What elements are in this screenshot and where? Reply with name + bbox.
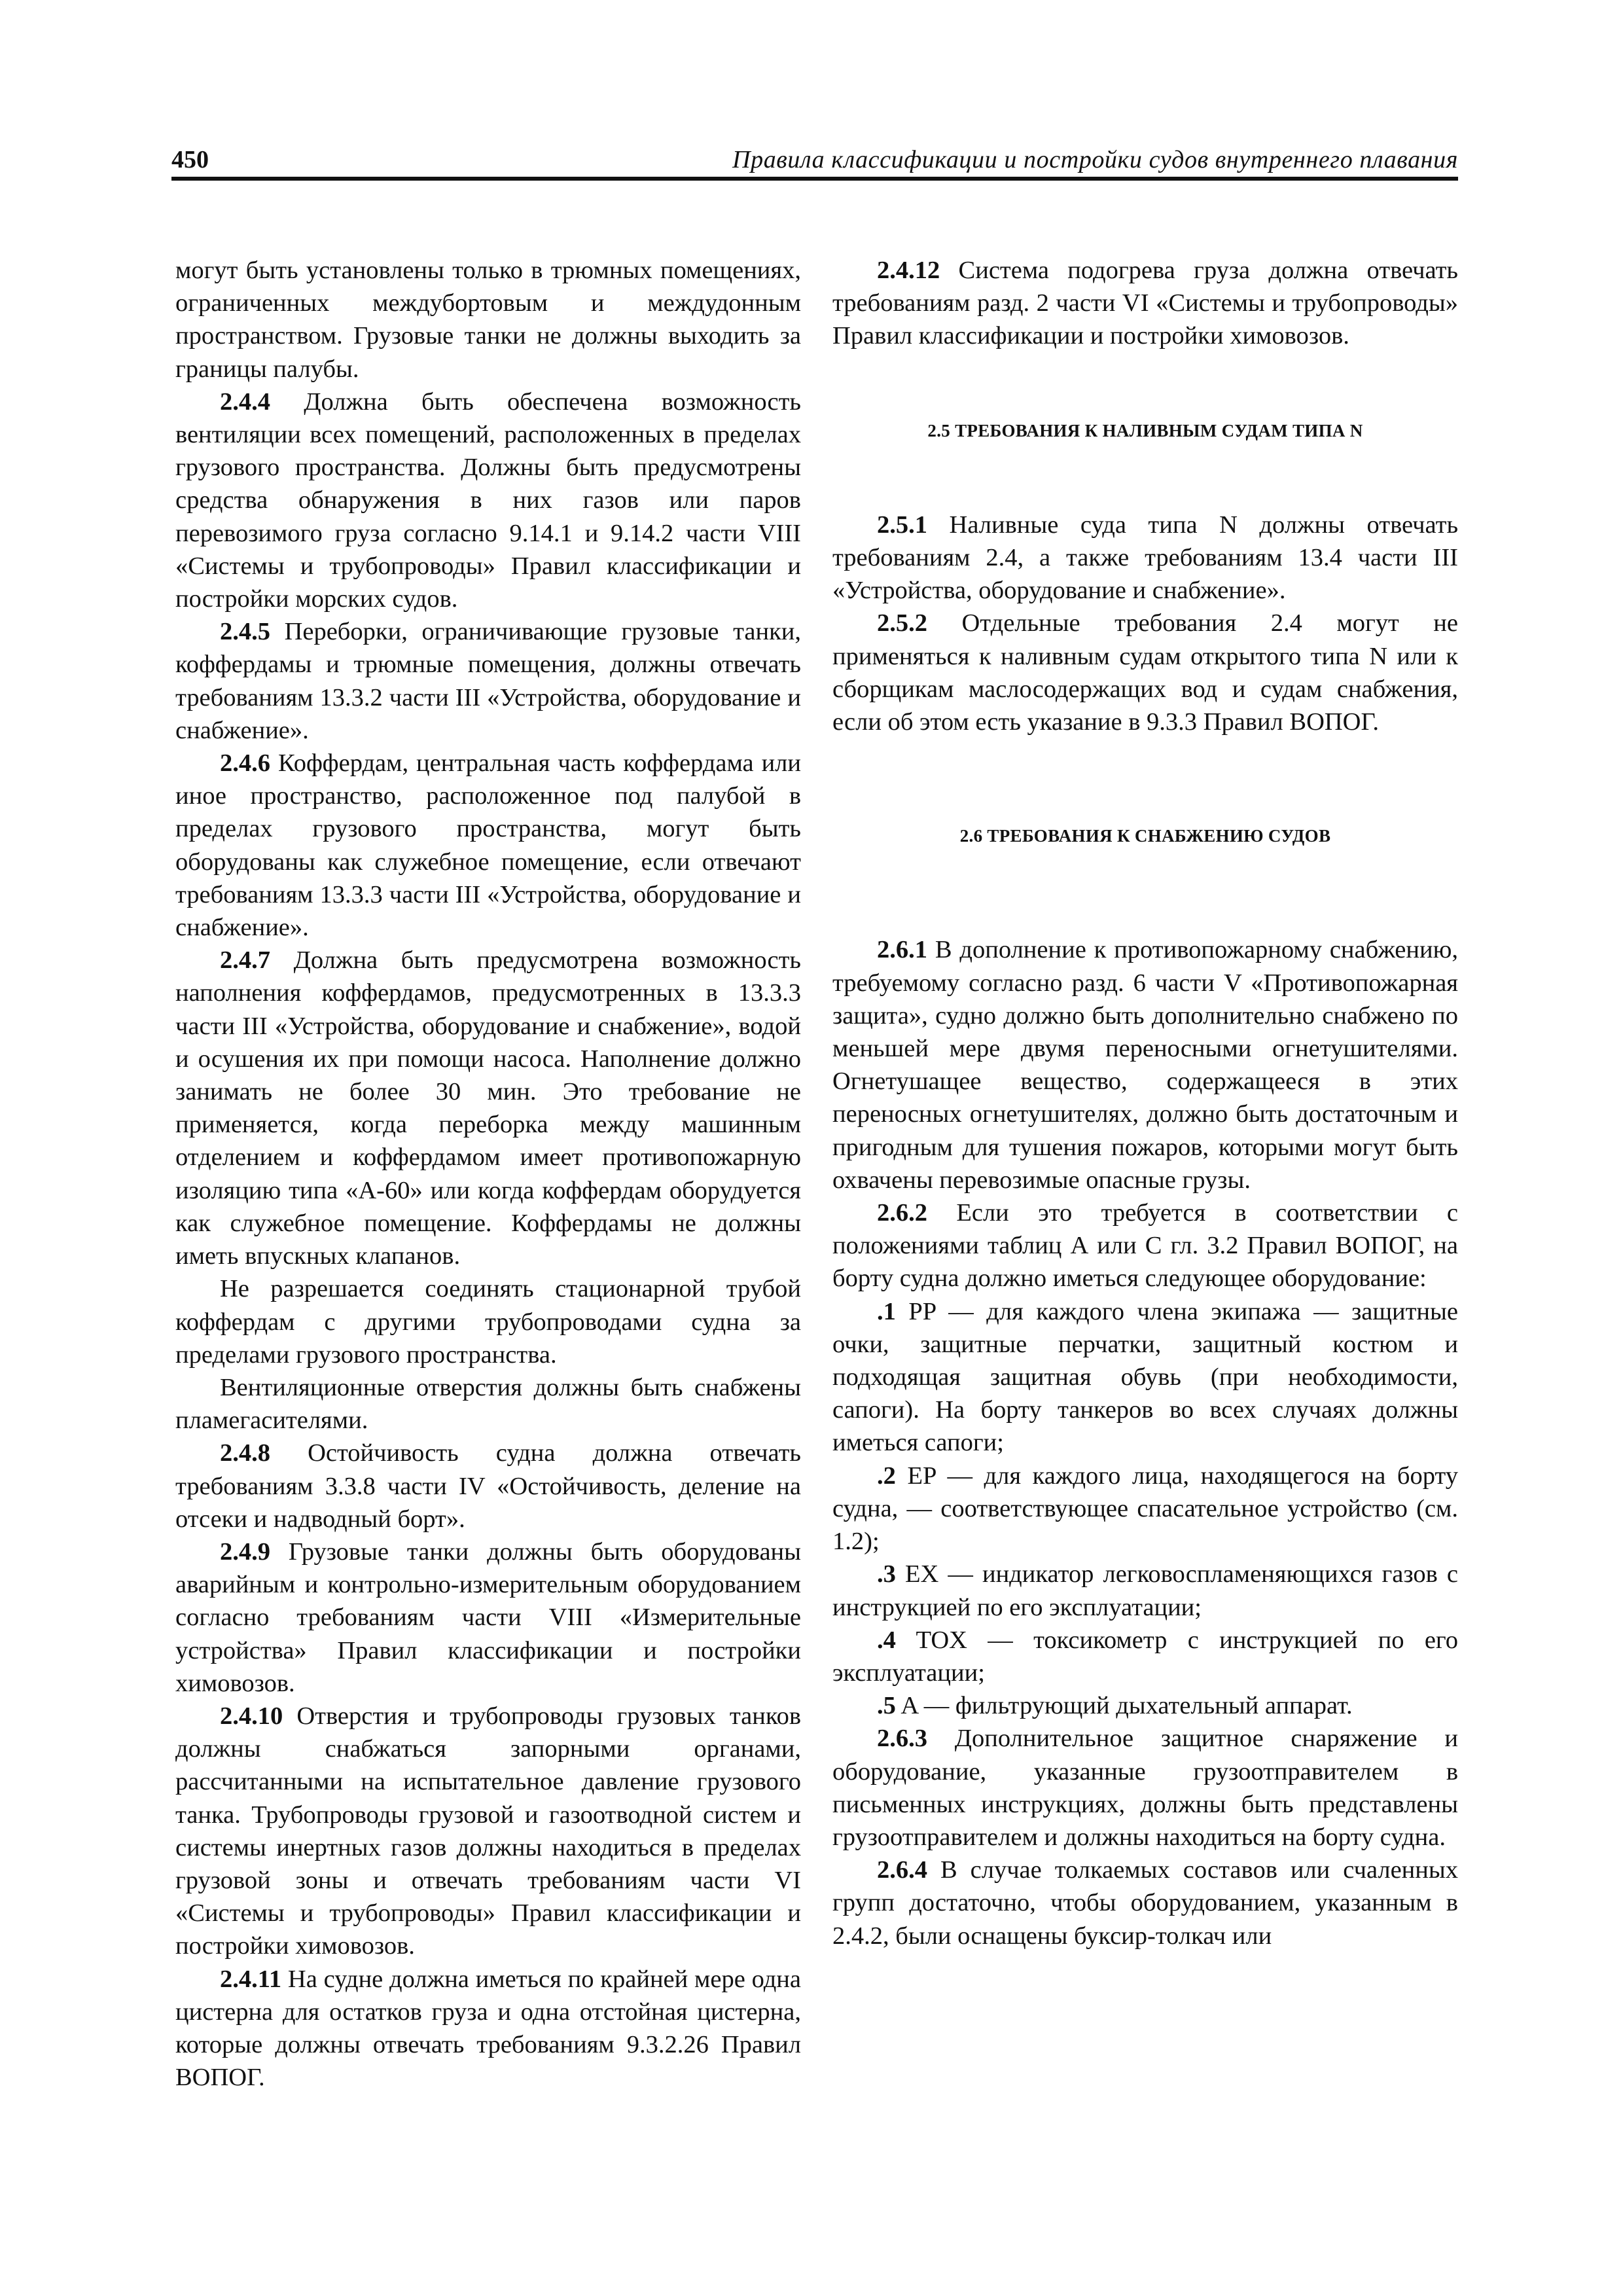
clause-text: Дополнительное защитное снаряжение и оборудование, указанные грузоотправителем в письменных инструкциях, должны быть представлены грузоотправителем и должны находиться на борту судна. bbox=[832, 1725, 1458, 1851]
paragraph-2-4-8 bbox=[175, 1437, 801, 1535]
paragraph-2-4-7 bbox=[175, 944, 801, 1272]
clause-text: Система подогрева груза должна отвечать требованиям разд. 2 части VI «Системы и трубопроводы» Правил классификации и постройки химовозов. bbox=[832, 257, 1458, 350]
clause-number: 2.5.1 bbox=[877, 511, 927, 539]
clause-text: Должна быть предусмотрена возможность наполнения коффердамов, предусмотренных в 13.3.3 части III «Устройства, оборудование и снабжение», водой и осушения их при помощи насоса. Наполнение должно занимать не более 30 мин. Это требование не применяется, когда переборка между машинным отделением и коффердамом имеет противопожарную изоляцию типа «А-60» или когда коффердам оборудуется как служебное помещение. Коффердамы не должны иметь впускных клапанов. bbox=[175, 946, 801, 1270]
section-heading-2-5: 2.5 ТРЕБОВАНИЯ К НАЛИВНЫМ СУДАМ ТИПА N bbox=[927, 420, 1363, 440]
clause-number: 2.4.9 bbox=[220, 1537, 270, 1566]
clause-number: 2.6.2 bbox=[877, 1199, 927, 1227]
clause-number: 2.4.5 bbox=[220, 618, 270, 646]
item-number: .5 bbox=[877, 1692, 896, 1720]
clause-number: 2.6.1 bbox=[877, 936, 927, 964]
paragraph-2-6-2 bbox=[832, 1196, 1458, 1295]
paragraph-2-4-6 bbox=[175, 747, 801, 944]
right-column bbox=[832, 254, 1458, 1952]
paragraph-2-4-5 bbox=[175, 615, 801, 747]
header-rule bbox=[171, 177, 1458, 181]
clause-number: 2.6.3 bbox=[877, 1725, 927, 1753]
list-item-3 bbox=[832, 1558, 1458, 1623]
clause-text: Отдельные требования 2.4 могут не применяться к наливным судам открытого типа N или к сборщикам маслосодержащих вод и судам снабжения, если об этом есть указание в 9.3.3 Правил ВОПОГ. bbox=[832, 609, 1458, 736]
paragraph-2-5-2 bbox=[832, 607, 1458, 738]
clause-text: Наливные суда типа N должны отвечать требованиям 2.4, а также требованиям 13.4 части III «Устройства, оборудование и снабжение». bbox=[832, 511, 1459, 605]
clause-number: 2.4.4 bbox=[220, 387, 270, 416]
paragraph-2-6-3 bbox=[832, 1722, 1458, 1854]
list-item-5 bbox=[832, 1689, 1458, 1722]
clause-text: На судне должна иметься по крайней мере одна цистерна для остатков груза и одна отстойная цистерна, которые должны отвечать требованиям 9.3.2.26 Правил ВОПОГ. bbox=[175, 1965, 802, 2092]
clause-number: 2.4.6 bbox=[220, 749, 270, 778]
clause-text: В дополнение к противопожарному снабжению, требуемому согласно разд. 6 части V «Противопожарная защита», судно должно быть дополнительно снабжено по меньшей мере двумя переносными огнетушителями. Огнетушащее вещество, содержащееся в этих переносных огнетушителях, должно быть достаточным и пригодным для тушения пожаров, которыми могут быть охвачены перевозимые опасные грузы. bbox=[832, 936, 1458, 1194]
page-header bbox=[171, 145, 1458, 181]
clause-number: 2.6.4 bbox=[877, 1856, 927, 1884]
section-heading-2-6: 2.6 ТРЕБОВАНИЯ К СНАБЖЕНИЮ СУДОВ bbox=[959, 826, 1331, 846]
page-number: 450 bbox=[171, 146, 209, 173]
item-text: A — фильтрующий дыхательный аппарат. bbox=[901, 1692, 1353, 1720]
paragraph-2-5-1 bbox=[832, 509, 1458, 607]
paragraph-2-4-4 bbox=[175, 386, 801, 615]
item-number: .3 bbox=[877, 1560, 896, 1588]
item-number: .4 bbox=[877, 1626, 896, 1654]
item-text: PP — для каждого члена экипажа — защитные очки, защитные перчатки, защитный костюм и подходящая защитная обувь (при необходимости, сапоги). На борту танкеров во всех случаях должны иметься сапоги; bbox=[832, 1297, 1458, 1457]
item-text: EX — индикатор легковоспламеняющихся газов с инструкцией по его эксплуатации; bbox=[832, 1560, 1458, 1621]
list-item-2 bbox=[832, 1460, 1458, 1558]
clause-text: Грузовые танки должны быть оборудованы аварийным и контрольно-измерительным оборудованием согласно требованиям части VIII «Измерительные устройства» Правил классификации и постройки химовозов. bbox=[175, 1537, 802, 1697]
clause-number: 2.4.8 bbox=[220, 1439, 270, 1467]
clause-text: В случае толкаемых составов или счаленных групп достаточно, чтобы оборудованием, указанным в 2.4.2, были оснащены буксир-толкач или bbox=[832, 1856, 1458, 1950]
clause-number: 2.4.7 bbox=[220, 946, 270, 975]
clause-text: Должна быть обеспечена возможность вентиляции всех помещений, расположенных в пределах грузового пространства. Должны быть предусмотрены средства обнаружения в них газов или паров перевозимого груза согласно 9.14.1 и 9.14.2 части VIII «Системы и трубопроводы» Правил классификации и постройки морских судов. bbox=[175, 387, 801, 613]
clause-text: Если это требуется в соответствии с положениями таблиц А или С гл. 3.2 Правил ВОПОГ, на борту судна должно иметься следующее оборудование: bbox=[832, 1199, 1459, 1293]
item-number: .2 bbox=[877, 1462, 896, 1490]
clause-text: Отверстия и трубопроводы грузовых танков должны снабжаться запорными органами, рассчитанными на испытательное давление грузового танка. Трубопроводы грузовой и газоотводной систем и системы инертных газов должны находиться в пределах грузовой зоны и отвечать требованиям части VI «Системы и трубопроводы» Правил классификации и постройки химовозов. bbox=[175, 1702, 801, 1960]
paragraph-plain: Вентиляционные отверстия должны быть снабжены пламегасителями. bbox=[175, 1373, 801, 1435]
paragraph-2-6-1 bbox=[832, 933, 1458, 1196]
paragraph-2-4-11 bbox=[175, 1963, 801, 2094]
paragraph-2-4-10 bbox=[175, 1700, 801, 1963]
paragraph-2-4-9 bbox=[175, 1535, 801, 1700]
clause-number: 2.4.11 bbox=[220, 1965, 282, 1993]
clause-text: Остойчивость судна должна отвечать требованиям 3.3.8 части IV «Остойчивость, деление на отсеки и надводный борт». bbox=[175, 1439, 801, 1533]
clause-text: Переборки, ограничивающие грузовые танки, коффердамы и трюмные помещения, должны отвечать требованиям 13.3.2 части III «Устройства, оборудование и снабжение». bbox=[175, 618, 802, 744]
paragraph-continuation: могут быть установлены только в трюмных помещениях, ограниченных междубортовым и междудонным пространством. Грузовые танки не должны выходить за границы палубы. bbox=[175, 257, 801, 383]
item-text: TOX — токсикометр с инструкцией по его эксплуатации; bbox=[832, 1626, 1458, 1687]
paragraph-plain: Не разрешается соединять стационарной трубой коффердам с другими трубопроводами судна за пределами грузового пространства. bbox=[175, 1275, 801, 1369]
clause-number: 2.4.10 bbox=[220, 1702, 283, 1730]
clause-text: Коффердам, центральная часть коффердама или иное пространство, расположенное под палубой в пределах грузового пространства, могут быть оборудованы как служебное помещение, если отвечают требованиям 13.3.3 части III «Устройства, оборудование и снабжение». bbox=[175, 749, 801, 942]
list-item-4 bbox=[832, 1624, 1458, 1689]
paragraph-2-6-4 bbox=[832, 1854, 1458, 1952]
paragraph-2-4-12 bbox=[832, 254, 1458, 353]
list-item-1 bbox=[832, 1295, 1458, 1460]
item-text: EP — для каждого лица, находящегося на борту судна, — соответствующее спасательное устройство (см. 1.2); bbox=[832, 1462, 1459, 1556]
item-number: .1 bbox=[877, 1297, 896, 1325]
running-title: Правила классификации и постройки судов внутреннего плавания bbox=[732, 146, 1458, 173]
left-column bbox=[175, 254, 801, 2094]
clause-number: 2.5.2 bbox=[877, 609, 927, 637]
clause-number: 2.4.12 bbox=[877, 257, 940, 284]
